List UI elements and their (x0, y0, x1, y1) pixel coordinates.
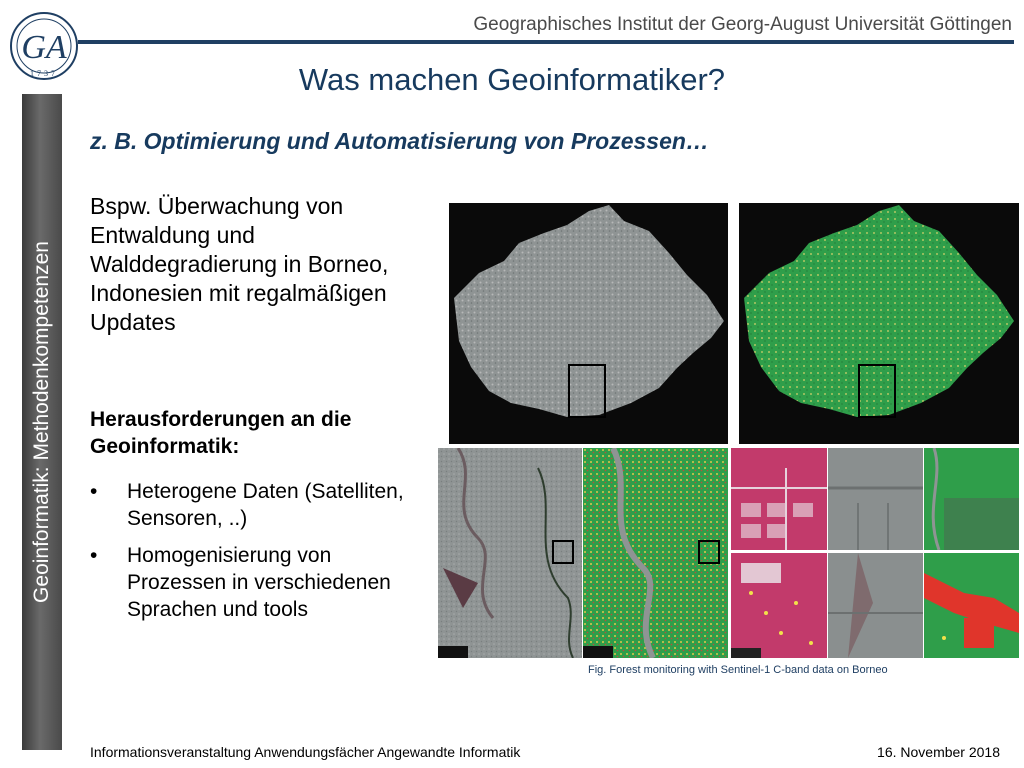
list-item (90, 478, 420, 532)
bullet-text: Homogenisierung von Prozessen in verschiedenen Sprachen und tools (127, 544, 391, 621)
slide-subtitle: z. B. Optimierung und Automatisierung von Prozessen… (90, 128, 709, 154)
intro-text: Bspw. Überwachung von Entwaldung und Walddegradierung in Borneo, Indonesien mit regalmäßigen Updates (90, 193, 389, 335)
slide-title: Was machen Geoinformatiker? (298, 62, 726, 97)
zoom-marker (698, 540, 720, 564)
false-color-tile (731, 448, 827, 550)
challenges-list (90, 478, 420, 633)
zoom-marker (552, 540, 574, 564)
logo-year: 1737 (30, 69, 58, 78)
false-color-tile-dated (731, 553, 827, 658)
footer-date: 16. November 2018 (877, 744, 1000, 760)
bullet-icon: • (90, 480, 98, 503)
bullet-icon: • (90, 544, 98, 567)
borneo-radar-image (449, 203, 728, 444)
classification-tile (924, 448, 1019, 550)
borneo-forest-classification-image (739, 203, 1019, 444)
figure-caption: Fig. Forest monitoring with Sentinel-1 C-band data on Borneo (588, 664, 888, 676)
sidebar-label: Geoinformatik: Methodenkompetenzen (30, 241, 53, 603)
header-divider (78, 40, 1014, 44)
classification-tile-dated (924, 553, 1019, 658)
institute-name: Geographisches Institut der Georg-August Universität Göttingen (473, 14, 1012, 35)
radar-tile-dated (828, 553, 923, 658)
list-item (90, 542, 420, 623)
radar-tile (828, 448, 923, 550)
footer-event: Informationsveranstaltung Anwendungsfächer Angewandte Informatik (90, 744, 521, 760)
logo-monogram: GA (21, 29, 67, 66)
challenges-heading: Herausforderungen an die Geoinformatik: (90, 408, 352, 458)
bullet-text: Heterogene Daten (Satelliten, Sensoren, ..) (127, 480, 404, 530)
